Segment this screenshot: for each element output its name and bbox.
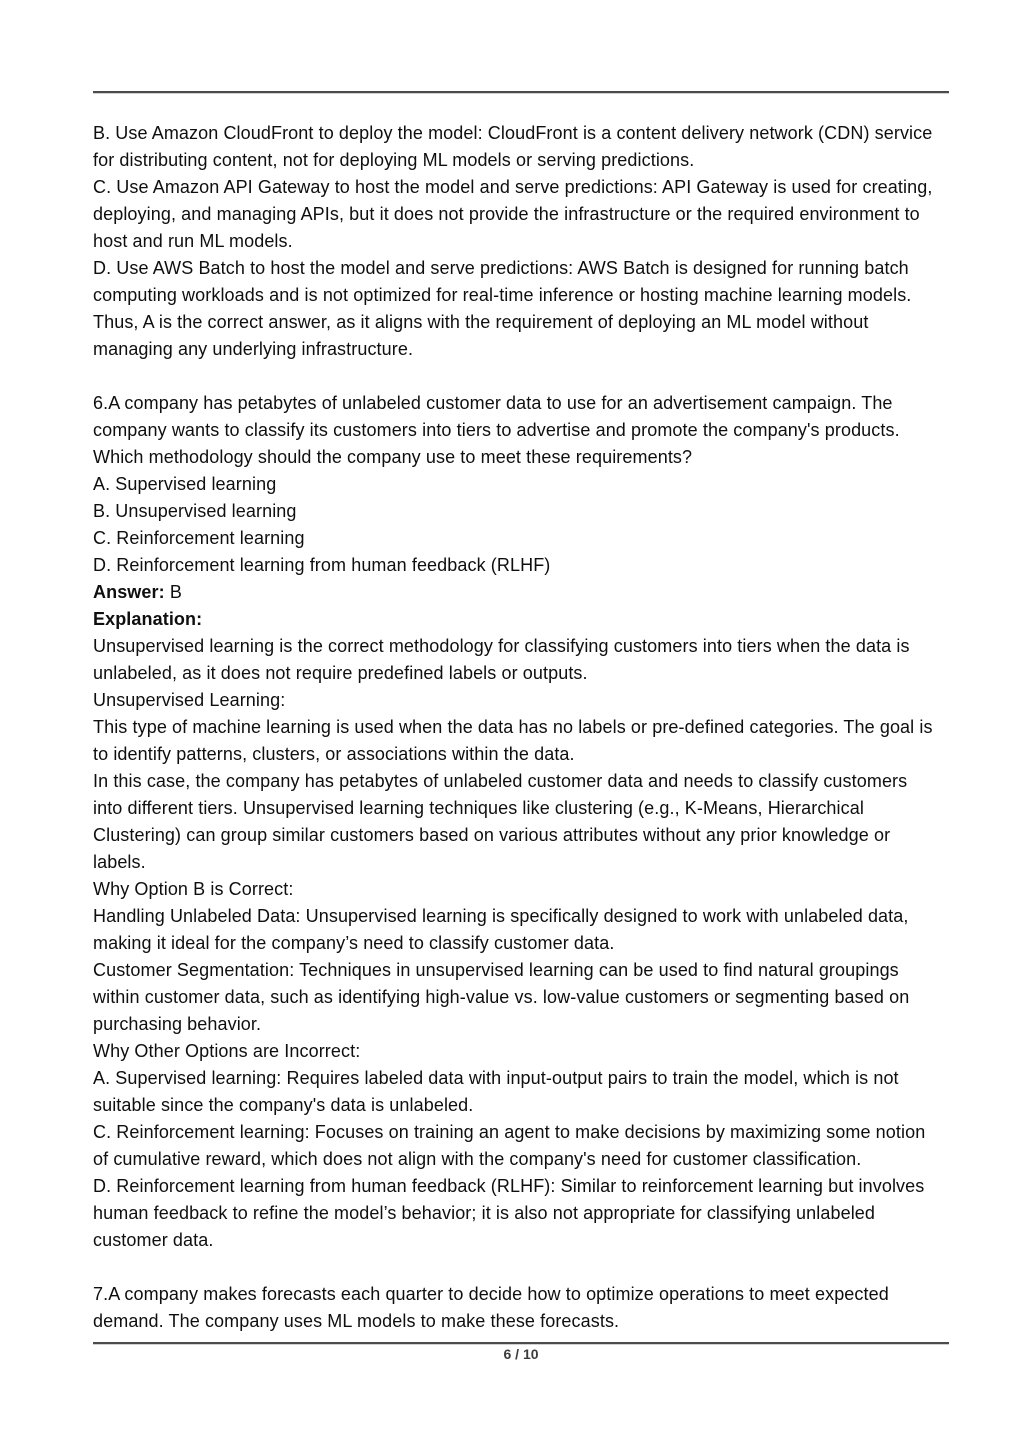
question7-stem: 7.A company makes forecasts each quarter to decide how to optimize operations to meet expected demand. The company uses ML models to make these forecasts.	[93, 1284, 889, 1331]
question6-stem: 6.A company has petabytes of unlabeled customer data to use for an advertisement campaign. The company wants to classify its customers into tiers to advertise and promote the company's products. Which methodology should the company use to meet these requirements?	[93, 393, 900, 467]
explanation-paragraph-handling-unlabeled: Handling Unlabeled Data: Unsupervised learning is specifically designed to work with unlabeled data, making it ideal for the company’s need to classify customer data.	[93, 906, 909, 953]
question6-option-d: D. Reinforcement learning from human feedback (RLHF)	[93, 555, 551, 575]
explanation-paragraph-unsupervised-definition: This type of machine learning is used when the data has no labels or pre-defined categories. The goal is to identify patterns, clusters, or associations within the data.	[93, 717, 933, 764]
explanation-label: Explanation:	[93, 609, 203, 629]
explanation-paragraph-customer-segmentation: Customer Segmentation: Techniques in unsupervised learning can be used to find natural groupings within customer data, such as identifying high-value vs. low-value customers or segmenting based on purchasing behavior.	[93, 960, 910, 1034]
explanation-paragraph-why-incorrect-heading: Why Other Options are Incorrect:	[93, 1041, 361, 1061]
explanation-paragraph-option-d-incorrect: D. Reinforcement learning from human feedback (RLHF): Similar to reinforcement learning but involves human feedback to refine the model’s behavior; it is also not appropriate for classifying unlabeled customer data.	[93, 1176, 925, 1250]
explanation-paragraph-intro: Unsupervised learning is the correct methodology for classifying customers into tiers when the data is unlabeled, as it does not require predefined labels or outputs.	[93, 636, 910, 683]
explanation-paragraph-unsupervised-heading: Unsupervised Learning:	[93, 690, 286, 710]
explanation-paragraph-case: In this case, the company has petabytes of unlabeled customer data and needs to classify customers into different tiers. Unsupervised learning techniques like clustering (e.g., K-Means, Hierarchical Clustering) can group similar customers based on various attributes without any prior knowledge or labels.	[93, 771, 908, 872]
page-content	[93, 120, 938, 1335]
explanation-conclusion: Thus, A is the correct answer, as it aligns with the requirement of deploying an ML model without managing any underlying infrastructure.	[93, 312, 869, 359]
page-number: 6 / 10	[503, 1346, 539, 1362]
explanation-paragraph-why-correct-heading: Why Option B is Correct:	[93, 879, 294, 899]
header-rule	[93, 91, 949, 93]
question6-option-c: C. Reinforcement learning	[93, 528, 305, 548]
explanation-paragraph-option-a-incorrect: A. Supervised learning: Requires labeled data with input-output pairs to train the model, which is not suitable since the company's data is unlabeled.	[93, 1068, 899, 1115]
question6-option-a: A. Supervised learning	[93, 474, 277, 494]
answer-line	[93, 579, 938, 606]
answer-label: Answer:	[93, 582, 165, 602]
footer-rule	[93, 1342, 949, 1344]
explanation-paragraph-option-c-incorrect: C. Reinforcement learning: Focuses on training an agent to make decisions by maximizing some notion of cumulative reward, which does not align with the company's need for customer classification.	[93, 1122, 926, 1169]
question6-option-b: B. Unsupervised learning	[93, 501, 297, 521]
answer-value: B	[164, 582, 182, 602]
explanation-option-b: B. Use Amazon CloudFront to deploy the model: CloudFront is a content delivery network (CDN) service for distributing content, not for deploying ML models or serving predictions.	[93, 123, 933, 170]
explanation-option-c: C. Use Amazon API Gateway to host the model and serve predictions: API Gateway is used for creating, deploying, and managing APIs, but it does not provide the infrastructure or the required environment to host and run ML models.	[93, 177, 933, 251]
explanation-option-d: D. Use AWS Batch to host the model and serve predictions: AWS Batch is designed for running batch computing workloads and is not optimized for real-time inference or hosting machine learning models.	[93, 258, 912, 305]
